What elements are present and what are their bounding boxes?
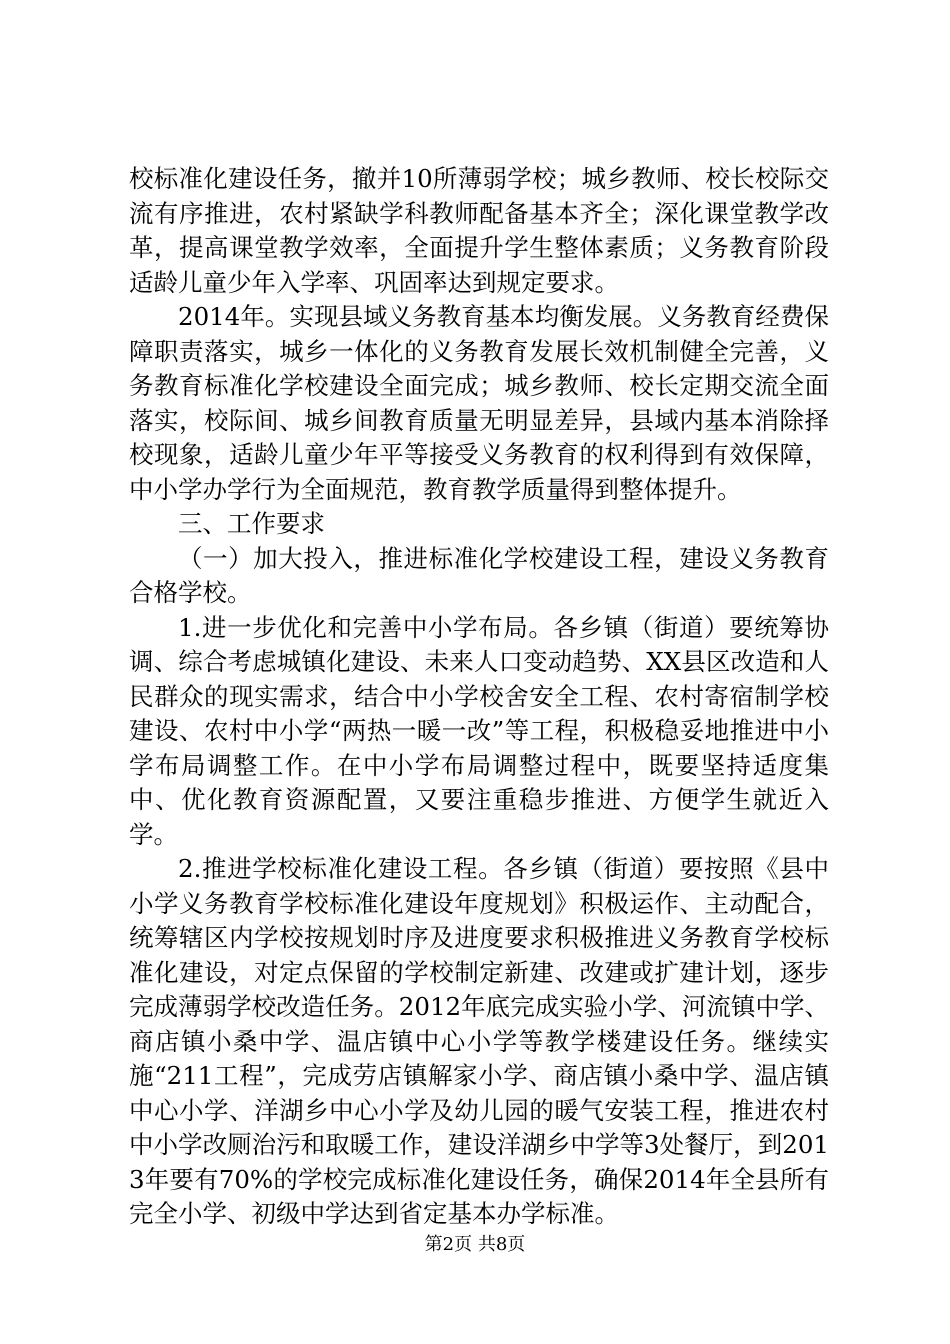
page-footer: 第2页 共8页	[424, 1234, 526, 1255]
paragraph-item-1: 1.进一步优化和完善中小学布局。各乡镇（街道）要统筹协调、综合考虑城镇化建设、未来人口变动趋势、XX县区改造和人民群众的现实需求，结合中小学校舍安全工程、农村寄宿制学校建设、农村中小学“两热一暖一改”等工程，积极稳妥地推进中小学布局调整工作。在中小学布局调整过程中，既要坚持适度集中、优化教育资源配置，又要注重稳步推进、方便学生就近入学。	[129, 612, 829, 849]
paragraph-item-2: 2.推进学校标准化建设工程。各乡镇（街道）要按照《县中小学义务教育学校标准化建设年度规划》积极运作、主动配合，统筹辖区内学校按规划时序及进度要求积极推进义务教育学校标准化建设，对定点保留的学校制定新建、改建或扩建计划，逐步完成薄弱学校改造任务。2012年底完成实验小学、河流镇中学、商店镇小桑中学、温店镇中心小学等教学楼建设任务。继续实施“211工程”，完成劳店镇解家小学、商店镇小桑中学、温店镇中心小学、洋湖乡中心小学及幼儿园的暖气安装工程，推进农村中小学改厕治污和取暖工作，建设洋湖乡中学等3处餐厅，到2013年要有70%的学校完成标准化建设任务，确保2014年全县所有完全小学、初级中学达到省定基本办学标准。	[129, 854, 829, 1228]
subsection-heading: （一）加大投入，推进标准化学校建设工程，建设义务教育合格学校。	[129, 543, 829, 607]
paragraph-1: 校标准化建设任务，撤并10所薄弱学校；城乡教师、校长校际交流有序推进，农村紧缺学科教师配备基本齐全；深化课堂教学改革，提高课堂教学效率，全面提升学生整体素质；义务教育阶段适龄儿童少年入学率、巩固率达到规定要求。	[129, 164, 829, 297]
document-body	[129, 162, 829, 1232]
paragraph-2: 2014年。实现县域义务教育基本均衡发展。义务教育经费保障职责落实，城乡一体化的义务教育发展长效机制健全完善，义务教育标准化学校建设全面完成；城乡教师、校长定期交流全面落实，校际间、城乡间教育质量无明显差异，县域内基本消除择校现象，适龄儿童少年平等接受义务教育的权利得到有效保障，中小学办学行为全面规范，教育教学质量得到整体提升。	[129, 302, 829, 504]
section-heading: 三、工作要求	[178, 509, 325, 538]
